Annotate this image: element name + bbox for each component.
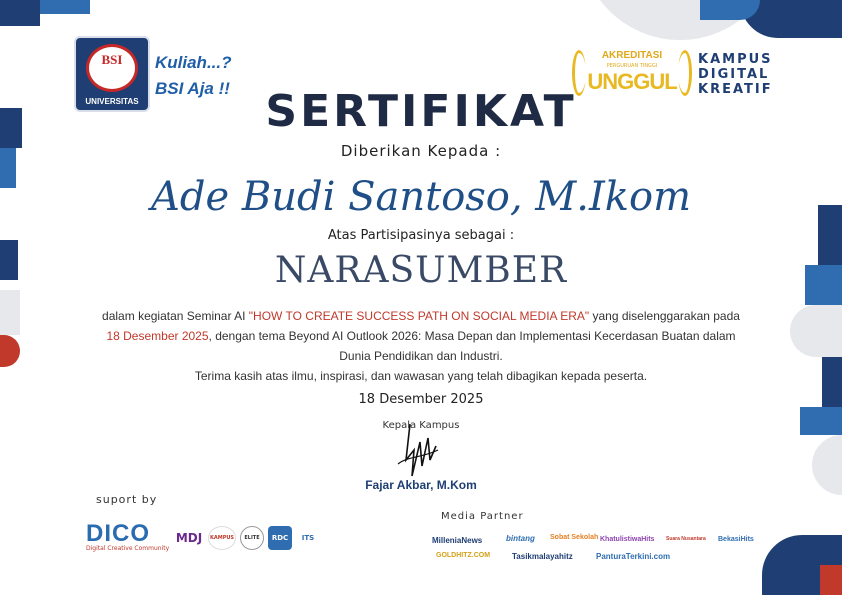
signatory-name: Fajar Akbar, M.Kom: [365, 478, 477, 492]
tagline-line2: BSI Aja !!: [155, 79, 230, 98]
media-partner-tasikmalayahitz: Tasikmalayahitz: [512, 552, 573, 561]
given-to-label: Diberikan Kepada :: [340, 142, 502, 160]
accreditation-line1: AKREDITASI: [601, 50, 663, 61]
decor-left-red: [0, 335, 20, 367]
decor-left-grey: [0, 290, 20, 335]
media-partner-label: Media Partner: [441, 511, 524, 522]
issue-date: 18 Desember 2025: [358, 392, 484, 407]
decor-left-top-stripe: [40, 0, 90, 14]
media-partner-sobat-sekolah: Sobat Sekolah: [550, 534, 599, 541]
description-part3: , dengan tema Beyond AI Outlook 2026: Masa Depan dan Implementasi Kecerdasan Buatan dalam Dunia Pendidikan dan Industri.: [208, 329, 736, 363]
dico-logo-subtitle: Digital Creative Community: [86, 545, 170, 552]
campus-line3: KREATIF: [698, 82, 773, 97]
sponsor-logo-rdc: RDC: [268, 526, 292, 550]
media-partner-suara-nusantara: Suara Nusantara: [666, 536, 706, 542]
recipient-name: Ade Budi Santoso, M.Ikom: [150, 174, 692, 220]
description-part4: Terima kasih atas ilmu, inspirasi, dan wawasan yang telah dibagikan kepada peserta.: [194, 369, 648, 383]
logo-emblem: [86, 44, 138, 92]
sponsor-logo-elite: ELITE: [240, 526, 264, 550]
event-title: "HOW TO CREATE SUCCESS PATH ON SOCIAL MEDIA ERA": [248, 309, 590, 323]
sponsor-logo-its: ITS: [301, 534, 315, 542]
sponsor-logo-kampus: KAMPUS: [208, 526, 236, 550]
support-label: suport by: [96, 493, 158, 506]
media-partner-goldhitz: GOLDHITZ.COM: [436, 552, 491, 559]
campus-line1: KAMPUS: [698, 52, 773, 67]
event-date: 18 Desember 2025: [106, 329, 209, 343]
tagline-line1: Kuliah...?: [155, 53, 232, 72]
media-partner-millenianews: MilleniaNews: [432, 536, 483, 545]
dico-logo-text: DICO: [86, 520, 150, 547]
campus-line2: DIGITAL: [698, 67, 770, 82]
dico-logo: [86, 520, 169, 552]
signatory-title: Kepala Kampus: [382, 420, 460, 431]
accreditation-line3: UNGGUL: [587, 69, 677, 94]
media-partner-bintang: bintang: [506, 534, 535, 543]
sponsor-logo-mdj: MDJ: [175, 531, 203, 545]
signature-icon: [392, 420, 442, 486]
decor-left-top-block: [0, 0, 40, 26]
certificate-title: SERTIFIKAT: [265, 86, 577, 137]
certificate-description: [100, 306, 742, 386]
description-part2: yang diselenggarakan pada: [589, 309, 740, 323]
role-title: NARASUMBER: [274, 250, 568, 291]
accreditation-line2: PERGURUAN TINGGI: [606, 63, 658, 69]
logo-emblem-text: BSI: [101, 52, 123, 67]
logo-university-label: UNIVERSITAS: [85, 97, 139, 106]
decor-right-circle: [790, 305, 842, 357]
description-part1: dalam kegiatan Seminar AI: [102, 309, 249, 323]
decor-bottom-right-red: [820, 565, 842, 595]
media-partner-khatulistiwahits: KhatulistiwaHits: [600, 536, 655, 543]
role-intro: Atas Partisipasinya sebagai :: [327, 228, 515, 243]
media-partner-bekasihits: BekasiHits: [718, 536, 754, 543]
media-partner-panturaterkini: PanturaTerkini.com: [596, 552, 671, 561]
